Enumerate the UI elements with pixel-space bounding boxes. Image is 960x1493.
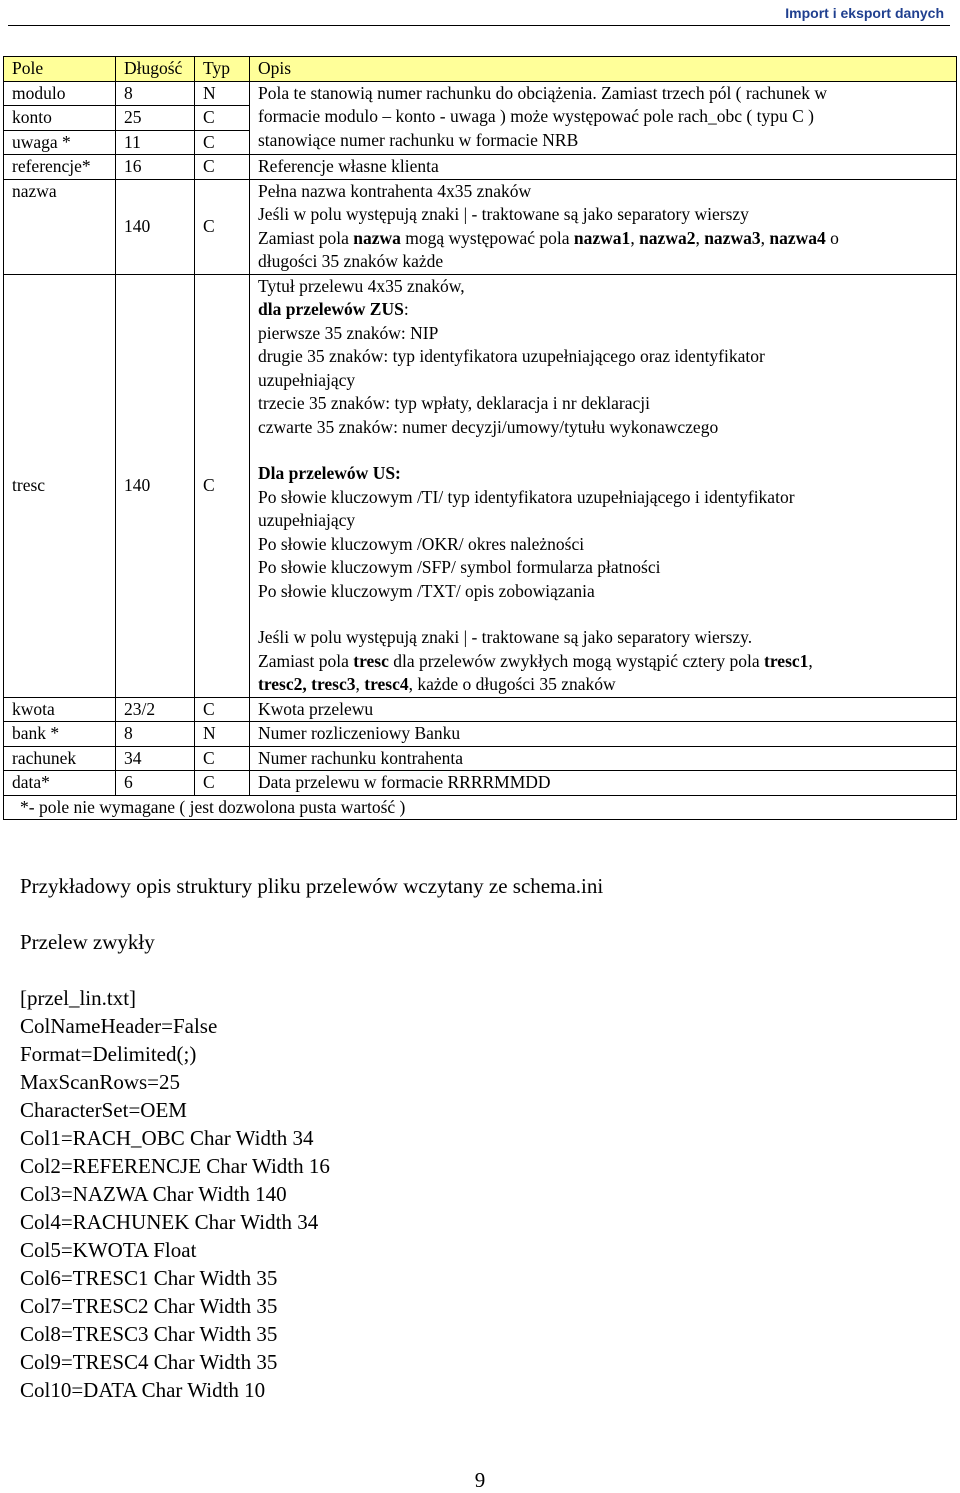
footnote-row [4,795,957,820]
cell-opis: Data przelewu w formacie RRRRMMDD [250,771,957,796]
table-header-row [4,57,957,82]
cell-typ: N [195,81,250,106]
cell-dlugosc: 25 [116,106,195,131]
cell-dlugosc: 23/2 [116,697,195,722]
cell-typ: C [195,274,250,697]
schema-line: Col1=RACH_OBC Char Width 34 [20,1126,314,1150]
desc-line: tresc2, tresc3, tresc4, każde o długości 35 znaków [258,674,616,694]
cell-dlugosc: 140 [116,274,195,697]
schema-line: Col8=TRESC3 Char Width 35 [20,1322,278,1346]
desc-line: czwarte 35 znaków: numer decyzji/umowy/tytułu wykonawczego [258,416,719,437]
schema-line: ColNameHeader=False [20,1014,218,1038]
field-spec-table [3,56,957,820]
cell-dlugosc: 11 [116,130,195,155]
schema-line: MaxScanRows=25 [20,1070,181,1094]
table-row [4,697,957,722]
cell-dlugosc: 140 [116,179,195,274]
schema-line: CharacterSet=OEM [20,1098,187,1122]
desc-line: uzupełniający [258,369,356,390]
cell-opis-tresc [250,274,957,697]
desc-line: Po słowie kluczowym /SFP/ symbol formularza płatności [258,557,661,577]
section-title: Przelew zwykły [20,930,155,954]
desc-line: drugie 35 znaków: typ identyfikatora uzupełniającego oraz identyfikator [258,346,765,366]
cell-opis-account [250,81,957,155]
schema-line: Col7=TRESC2 Char Width 35 [20,1294,278,1318]
desc-line: Pola te stanowią numer rachunku do obciążenia. Zamiast trzech pól ( rachunek w [258,82,828,103]
desc-line: Zamiast pola nazwa mogą występować pola nazwa1, nazwa2, nazwa3, nazwa4 o [258,227,839,248]
schema-line: Col6=TRESC1 Char Width 35 [20,1266,278,1290]
desc-line: Pełna nazwa kontrahenta 4x35 znaków [258,180,532,201]
schema-line: Col5=KWOTA Float [20,1238,197,1262]
schema-line: Col9=TRESC4 Char Width 35 [20,1350,278,1374]
intro-text: Przykładowy opis struktury pliku przelewów wczytany ze schema.ini [20,874,604,898]
col-header: Długość [116,57,195,82]
cell-typ: C [195,155,250,180]
desc-line: Dla przelewów US: [258,463,401,483]
cell-pole: nazwa [4,179,116,274]
page-header [8,0,950,26]
header-title: Import i eksport danych [785,5,944,21]
cell-dlugosc: 8 [116,81,195,106]
schema-line: Col10=DATA Char Width 10 [20,1378,266,1402]
schema-line: Col4=RACHUNEK Char Width 34 [20,1210,319,1234]
cell-pole: data* [4,771,116,796]
schema-listing [20,984,330,1404]
desc-line: Po słowie kluczowym /TXT/ opis zobowiązania [258,580,595,601]
col-header: Pole [4,57,116,82]
desc-line: Zamiast pola tresc dla przelewów zwykłych mogą wystąpić cztery pola tresc1, [258,650,813,671]
footnote: *- pole nie wymagane ( jest dozwolona pusta wartość ) [4,795,957,820]
table-row [4,155,957,180]
col-header: Opis [250,57,957,82]
schema-line: Format=Delimited(;) [20,1042,197,1066]
cell-pole: kwota [4,697,116,722]
desc-line: Tytuł przelewu 4x35 znaków, [258,275,465,296]
page-number: 9 [474,1468,486,1492]
cell-dlugosc: 8 [116,722,195,747]
cell-pole: tresc [4,274,116,697]
desc-line: Po słowie kluczowym /TI/ typ identyfikatora uzupełniającego i identyfikator [258,486,795,507]
table-row [4,746,957,771]
cell-opis: Numer rozliczeniowy Banku [250,722,957,747]
cell-dlugosc: 16 [116,155,195,180]
table-row [4,179,957,274]
cell-opis: Kwota przelewu [250,697,957,722]
cell-dlugosc: 34 [116,746,195,771]
cell-typ: C [195,771,250,796]
desc-line: Po słowie kluczowym /OKR/ okres należności [258,533,585,554]
cell-typ: C [195,697,250,722]
col-header: Typ [195,57,250,82]
cell-typ: N [195,722,250,747]
table-row [4,274,957,697]
cell-typ: C [195,746,250,771]
desc-line: Jeśli w polu występują znaki | - traktowane są jako separatory wierszy [258,204,749,224]
table-row [4,771,957,796]
table-row [4,722,957,747]
cell-pole: bank * [4,722,116,747]
desc-line: trzecie 35 znaków: typ wpłaty, deklaracja i nr deklaracji [258,393,650,413]
schema-line: Col2=REFERENCJE Char Width 16 [20,1154,330,1178]
desc-line: dla przelewów ZUS: [258,299,409,319]
cell-opis: Numer rachunku kontrahenta [250,746,957,771]
desc-line: formacie modulo – konto - uwaga ) może występować pole rach_obc ( typu C ) [258,106,814,126]
cell-dlugosc: 6 [116,771,195,796]
desc-line: stanowiące numer rachunku w formacie NRB [258,129,579,150]
cell-typ: C [195,179,250,274]
cell-typ: C [195,130,250,155]
desc-line: uzupełniający [258,510,356,530]
cell-pole: modulo [4,81,116,106]
cell-pole: uwaga * [4,130,116,155]
cell-pole: rachunek [4,746,116,771]
desc-line: pierwsze 35 znaków: NIP [258,322,439,343]
cell-pole: referencje* [4,155,116,180]
cell-opis: Referencje własne klienta [250,155,957,180]
cell-pole: konto [4,106,116,131]
desc-line: Jeśli w polu występują znaki | - traktowane są jako separatory wierszy. [258,627,753,647]
cell-opis-nazwa [250,179,957,274]
desc-line: długości 35 znaków każde [258,251,444,271]
schema-line: [przel_lin.txt] [20,986,137,1010]
cell-typ: C [195,106,250,131]
table-row [4,81,957,106]
schema-line: Col3=NAZWA Char Width 140 [20,1182,287,1206]
